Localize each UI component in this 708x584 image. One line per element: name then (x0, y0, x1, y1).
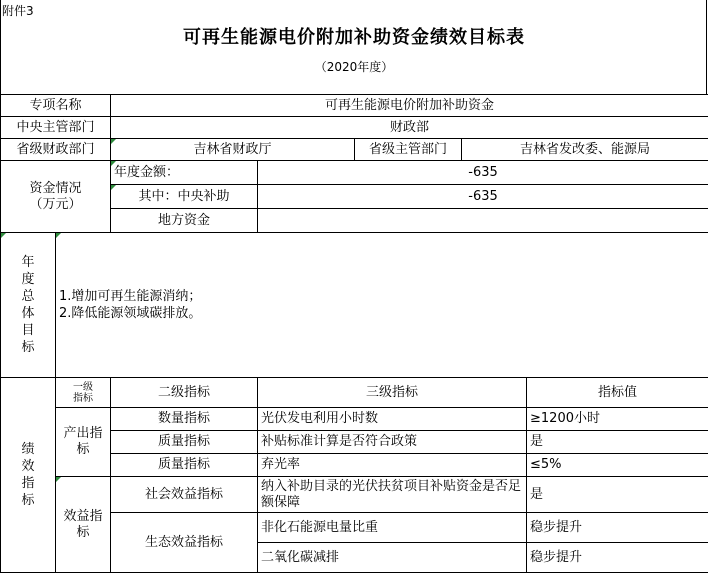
level3-cell: 补贴标准计算是否符合政策 (258, 431, 527, 454)
value-cell: 稳步提升 (527, 513, 708, 543)
level2-cell: 质量指标 (111, 454, 258, 477)
target-table (0, 94, 708, 573)
year-label: （2020年度） (314, 60, 394, 74)
central-subsidy-label: 其中：中央补助 (111, 185, 258, 209)
goal-label-char: 年 (21, 255, 35, 270)
prov-dept-label: 省级主管部门 (355, 139, 462, 161)
row-indicator-headers (1, 378, 708, 408)
goal-label-char: 总 (21, 289, 35, 304)
project-label: 专项名称 (1, 95, 111, 117)
level3-cell: 光伏发电利用小时数 (258, 408, 527, 431)
annual-amount-label: 年度金额： (111, 161, 258, 185)
value-cell: ≤5% (527, 454, 708, 477)
benefit-indicator-group: 效益指标 (56, 477, 111, 573)
level3-cell: 非化石能源电量比重 (258, 513, 527, 543)
central-dept-label: 中央主管部门 (1, 117, 111, 139)
prov-finance-label: 省级财政部门 (1, 139, 111, 161)
local-funds-label: 地方资金 (111, 209, 258, 233)
row-funds-annual (1, 161, 708, 185)
page-title: 可再生能源电价附加补助资金绩效目标表 (183, 27, 525, 48)
output-indicator-group: 产出指标 (56, 408, 111, 477)
funds-label (1, 161, 111, 233)
value-cell: 是 (527, 477, 708, 513)
goal-item-1: 1.增加可再生能源消纳； (59, 289, 202, 304)
level1-header-line1: 一级 (73, 381, 93, 393)
indicator-label-char: 指 (21, 476, 35, 491)
level2-cell: 质量指标 (111, 431, 258, 454)
indicator-label-char: 标 (21, 493, 35, 508)
goal-label-char: 度 (21, 272, 35, 287)
central-subsidy-value: -635 (258, 185, 708, 209)
row-central-dept (1, 117, 708, 139)
level1-header-line2: 指标 (73, 392, 93, 404)
goal-label-char: 体 (21, 306, 35, 321)
ecological-level2-cell: 生态效益指标 (111, 513, 258, 573)
level2-cell: 社会效益指标 (111, 477, 258, 513)
annual-goal-content (56, 233, 708, 378)
goal-label-char: 目 (21, 323, 35, 338)
funds-label-line1: 资金情况 (29, 180, 82, 196)
level2-cell: 数量指标 (111, 408, 258, 431)
goal-label-char: 标 (21, 340, 35, 355)
goal-item-2: 2.降低能源领域碳排放。 (59, 306, 202, 321)
indicator-label-char: 绩 (21, 442, 35, 457)
annex-label: 附件3 (2, 4, 34, 18)
annual-goal-label (1, 233, 56, 378)
row-project (1, 95, 708, 117)
performance-indicator-label (1, 378, 56, 573)
level3-cell: 弃光率 (258, 454, 527, 477)
table-row (1, 477, 708, 513)
level3-cell: 二氧化碳减排 (258, 543, 527, 573)
level3-header: 三级指标 (258, 378, 527, 408)
prov-finance-value: 吉林省财政厅 (111, 139, 355, 161)
central-dept-value: 财政部 (111, 117, 708, 139)
table-row (1, 408, 708, 431)
value-cell: 是 (527, 431, 708, 454)
level1-header (56, 378, 111, 408)
annual-amount-value: -635 (258, 161, 708, 185)
funds-label-line2: （万元） (29, 196, 82, 212)
project-value: 可再生能源电价附加补助资金 (111, 95, 708, 117)
value-cell: ≥1200小时 (527, 408, 708, 431)
level2-header: 二级指标 (111, 378, 258, 408)
row-provincial (1, 139, 708, 161)
level3-cell: 纳入补助目录的光伏扶贫项目补贴资金是否足额保障 (258, 477, 527, 513)
prov-dept-value: 吉林省发改委、能源局 (462, 139, 708, 161)
value-cell: 稳步提升 (527, 543, 708, 573)
indicator-label-char: 效 (21, 459, 35, 474)
local-funds-value (258, 209, 708, 233)
value-header: 指标值 (527, 378, 708, 408)
row-annual-goals (1, 233, 708, 378)
